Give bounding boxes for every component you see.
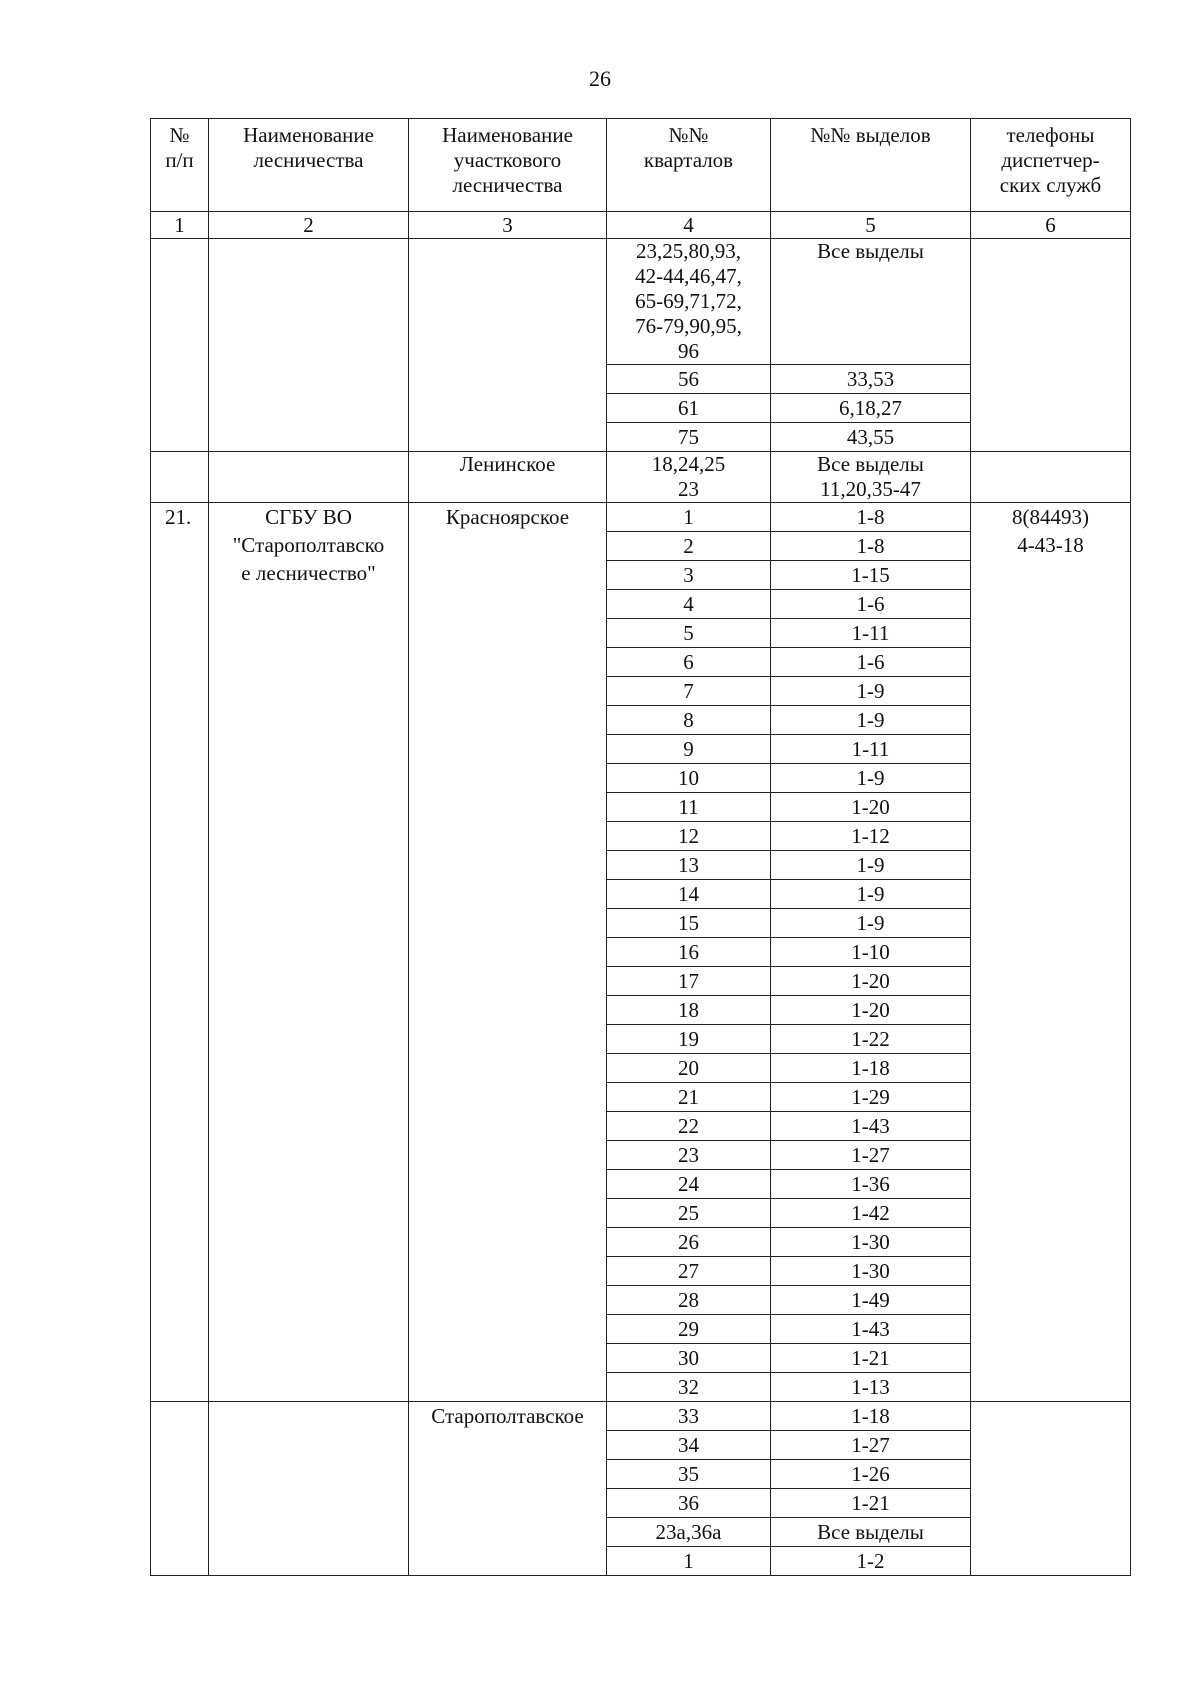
cell-quarters: 61	[607, 394, 771, 423]
cell-phone	[971, 1402, 1131, 1576]
cell-allotments: 1-11	[771, 735, 971, 764]
cell-forestry	[209, 239, 409, 452]
header-quarters: №№ кварталов	[607, 119, 771, 212]
table-row	[151, 239, 1131, 365]
cell-allotments: 1-18	[771, 1054, 971, 1083]
cell-quarters: 32	[607, 1373, 771, 1402]
cell-allotments: 1-30	[771, 1228, 971, 1257]
cell-allotments: 1-10	[771, 938, 971, 967]
cell-allotments: 1-26	[771, 1460, 971, 1489]
cell-quarters: 56	[607, 365, 771, 394]
cell-quarters: 12	[607, 822, 771, 851]
cell-quarters: 1	[607, 503, 771, 532]
cell-district: Старополтавское	[409, 1402, 607, 1576]
header-phones: телефоны диспетчер- ских служб	[971, 119, 1131, 212]
table-row	[151, 452, 1131, 503]
cell-quarters: 16	[607, 938, 771, 967]
header-num: № п/п	[151, 119, 209, 212]
header-forestry: Наименование лесничества	[209, 119, 409, 212]
cell-allotments: 1-21	[771, 1344, 971, 1373]
cell-allotments: 1-29	[771, 1083, 971, 1112]
cell-allotments: 1-49	[771, 1286, 971, 1315]
cell-phone	[971, 239, 1131, 452]
cell-allotments: 1-20	[771, 996, 971, 1025]
cell-allotments: 1-9	[771, 880, 971, 909]
page-number: 26	[589, 66, 611, 91]
header-district: Наименование участкового лесничества	[409, 119, 607, 212]
cell-phone	[971, 452, 1131, 503]
cell-allotments: 1-43	[771, 1112, 971, 1141]
cell-quarters: 18	[607, 996, 771, 1025]
cell-quarters: 4	[607, 590, 771, 619]
cell-quarters: 20	[607, 1054, 771, 1083]
cell-quarters: 5	[607, 619, 771, 648]
cell-allotments: 1-6	[771, 648, 971, 677]
table-row	[151, 503, 1131, 532]
cell-allotments: 1-6	[771, 590, 971, 619]
cell-allotments: 1-15	[771, 561, 971, 590]
cell-quarters: 23	[607, 1141, 771, 1170]
cell-quarters: 35	[607, 1460, 771, 1489]
cell-allotments: 1-27	[771, 1141, 971, 1170]
cell-district	[409, 239, 607, 452]
cell-allotments: Все выделы 11,20,35-47	[771, 452, 971, 503]
cell-district: Ленинское	[409, 452, 607, 503]
cell-allotments: 1-20	[771, 793, 971, 822]
cell-allotments: 1-22	[771, 1025, 971, 1054]
cell-allotments: 1-21	[771, 1489, 971, 1518]
cell-num	[151, 1402, 209, 1576]
cell-quarters: 8	[607, 706, 771, 735]
cell-quarters: 14	[607, 880, 771, 909]
cell-quarters: 24	[607, 1170, 771, 1199]
cell-quarters: 15	[607, 909, 771, 938]
cell-quarters: 10	[607, 764, 771, 793]
cell-allotments: 1-2	[771, 1547, 971, 1576]
cell-quarters: 23,25,80,93, 42-44,46,47, 65-69,71,72, 76-79,90,95, 96	[607, 239, 771, 365]
cell-quarters: 33	[607, 1402, 771, 1431]
cell-quarters: 29	[607, 1315, 771, 1344]
cell-allotments: 1-9	[771, 909, 971, 938]
column-numbers-row	[151, 212, 1131, 239]
cell-quarters: 11	[607, 793, 771, 822]
cell-quarters: 22	[607, 1112, 771, 1141]
cell-allotments: 43,55	[771, 423, 971, 452]
cell-allotments: 1-8	[771, 503, 971, 532]
table-row	[151, 1402, 1131, 1431]
cell-quarters: 17	[607, 967, 771, 996]
cell-allotments: 1-18	[771, 1402, 971, 1431]
col-number: 3	[409, 212, 607, 239]
cell-quarters: 19	[607, 1025, 771, 1054]
col-number: 5	[771, 212, 971, 239]
col-number: 2	[209, 212, 409, 239]
cell-quarters: 2	[607, 532, 771, 561]
cell-num: 21.	[151, 503, 209, 1402]
cell-allotments: Все выделы	[771, 1518, 971, 1547]
cell-quarters: 1	[607, 1547, 771, 1576]
cell-quarters: 23а,36а	[607, 1518, 771, 1547]
cell-allotments: 1-43	[771, 1315, 971, 1344]
cell-quarters: 3	[607, 561, 771, 590]
cell-num	[151, 239, 209, 452]
cell-allotments: 1-13	[771, 1373, 971, 1402]
cell-allotments: 1-8	[771, 532, 971, 561]
cell-allotments: 1-11	[771, 619, 971, 648]
cell-quarters: 7	[607, 677, 771, 706]
cell-quarters: 26	[607, 1228, 771, 1257]
cell-quarters: 6	[607, 648, 771, 677]
cell-num	[151, 452, 209, 503]
cell-forestry	[209, 1402, 409, 1576]
cell-district: Красноярское	[409, 503, 607, 1402]
cell-allotments: 1-9	[771, 764, 971, 793]
cell-allotments: 1-20	[771, 967, 971, 996]
col-number: 4	[607, 212, 771, 239]
header-row	[151, 119, 1131, 212]
cell-quarters: 36	[607, 1489, 771, 1518]
col-number: 1	[151, 212, 209, 239]
cell-allotments: 33,53	[771, 365, 971, 394]
cell-quarters: 13	[607, 851, 771, 880]
forestry-table	[150, 118, 1131, 1576]
header-allotments: №№ выделов	[771, 119, 971, 212]
cell-allotments: 1-42	[771, 1199, 971, 1228]
cell-allotments: 1-27	[771, 1431, 971, 1460]
cell-quarters: 25	[607, 1199, 771, 1228]
cell-allotments: 1-36	[771, 1170, 971, 1199]
cell-quarters: 18,24,25 23	[607, 452, 771, 503]
cell-allotments: 1-9	[771, 706, 971, 735]
cell-quarters: 28	[607, 1286, 771, 1315]
cell-quarters: 9	[607, 735, 771, 764]
cell-phone: 8(84493) 4-43-18	[971, 503, 1131, 1402]
cell-allotments: 1-9	[771, 677, 971, 706]
cell-allotments: Все выделы	[771, 239, 971, 365]
cell-allotments: 1-12	[771, 822, 971, 851]
cell-allotments: 6,18,27	[771, 394, 971, 423]
cell-quarters: 30	[607, 1344, 771, 1373]
col-number: 6	[971, 212, 1131, 239]
cell-allotments: 1-30	[771, 1257, 971, 1286]
cell-quarters: 34	[607, 1431, 771, 1460]
cell-forestry: СГБУ ВО "Старополтавско е лесничество"	[209, 503, 409, 1402]
cell-allotments: 1-9	[771, 851, 971, 880]
cell-quarters: 21	[607, 1083, 771, 1112]
cell-quarters: 75	[607, 423, 771, 452]
cell-quarters: 27	[607, 1257, 771, 1286]
cell-forestry	[209, 452, 409, 503]
